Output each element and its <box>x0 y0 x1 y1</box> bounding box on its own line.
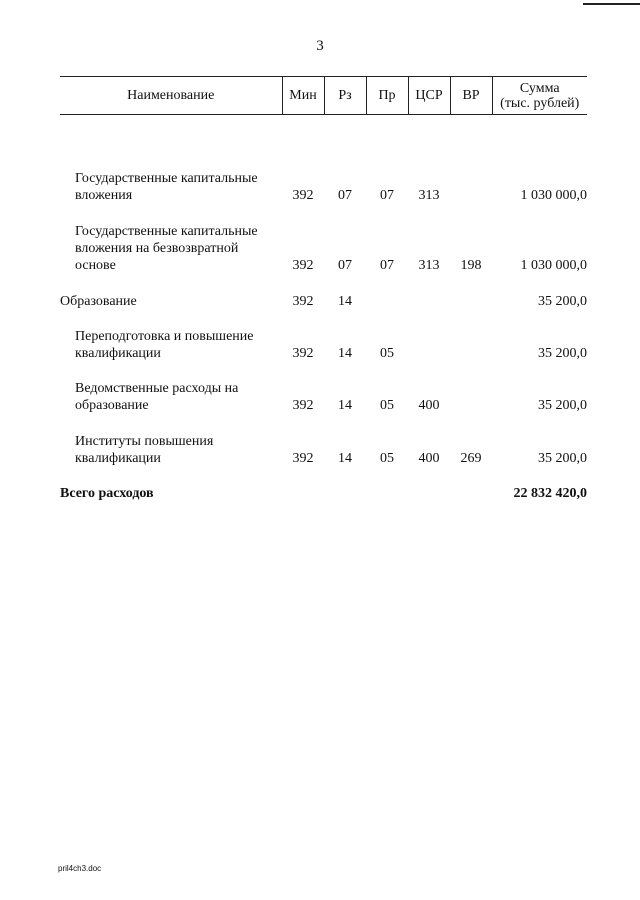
row-name: Государственные капитальные вложения <box>75 170 258 203</box>
row-csr <box>408 310 450 362</box>
row-csr: 400 <box>418 450 440 466</box>
table-row <box>60 204 587 274</box>
table-header-row <box>60 77 587 115</box>
row-name: Институты повышения квалификации <box>75 433 214 466</box>
row-vr <box>450 274 492 310</box>
row-sum: 35 200,0 <box>538 293 587 309</box>
row-pr: 05 <box>380 345 394 361</box>
header-sum-line2: (тыс. рублей) <box>500 95 580 111</box>
row-pr: 05 <box>380 397 394 413</box>
row-sum: 35 200,0 <box>538 450 587 466</box>
expenditure-table <box>60 76 587 502</box>
row-sum: 1 030 000,0 <box>520 257 587 273</box>
header-rz: Рз <box>324 77 366 115</box>
header-sum-line1: Сумма <box>519 80 560 96</box>
table-row <box>60 362 587 414</box>
corner-mark <box>583 3 640 5</box>
row-vr <box>450 115 492 204</box>
row-min: 392 <box>292 187 314 203</box>
row-pr <box>366 274 408 310</box>
table-row <box>60 274 587 310</box>
row-csr: 313 <box>418 257 440 273</box>
row-rz: 14 <box>338 450 352 466</box>
row-sum: 35 200,0 <box>538 345 587 361</box>
table-row <box>60 310 587 362</box>
header-sum <box>492 77 587 115</box>
row-min: 392 <box>292 345 314 361</box>
row-min: 392 <box>292 293 314 309</box>
row-rz: 14 <box>338 397 352 413</box>
row-name: Ведомственные расходы на образование <box>75 380 239 413</box>
row-rz: 14 <box>338 293 352 309</box>
total-label: Всего расходов <box>60 485 154 501</box>
total-sum: 22 832 420,0 <box>513 485 587 501</box>
row-name: Государственные капитальные вложения на безвозвратной основе <box>75 223 258 273</box>
header-pr: Пр <box>366 77 408 115</box>
row-sum: 1 030 000,0 <box>520 187 587 203</box>
row-rz: 07 <box>338 257 352 273</box>
table-row <box>60 414 587 467</box>
row-vr <box>450 362 492 414</box>
row-csr <box>408 274 450 310</box>
header-name: Наименование <box>60 77 282 115</box>
row-min: 392 <box>292 397 314 413</box>
footer-filename: pril4ch3.doc <box>58 864 102 873</box>
row-vr: 198 <box>460 257 482 273</box>
row-name: Переподготовка и повышение квалификации <box>75 328 254 361</box>
row-csr: 313 <box>418 187 440 203</box>
row-rz: 14 <box>338 345 352 361</box>
row-sum: 35 200,0 <box>538 397 587 413</box>
header-csr: ЦСР <box>408 77 450 115</box>
row-min: 392 <box>292 450 314 466</box>
header-min: Мин <box>282 77 324 115</box>
row-pr: 07 <box>380 187 394 203</box>
row-csr: 400 <box>418 397 440 413</box>
page-number: 3 <box>316 38 324 54</box>
row-name: Образование <box>60 293 137 309</box>
table-total-row <box>60 467 587 502</box>
row-min: 392 <box>292 257 314 273</box>
row-pr: 05 <box>380 450 394 466</box>
row-rz: 07 <box>338 187 352 203</box>
row-vr: 269 <box>460 450 482 466</box>
expenditure-table-wrapper <box>60 76 587 502</box>
row-vr <box>450 310 492 362</box>
table-row <box>60 115 587 204</box>
row-pr: 07 <box>380 257 394 273</box>
header-vr: ВР <box>450 77 492 115</box>
